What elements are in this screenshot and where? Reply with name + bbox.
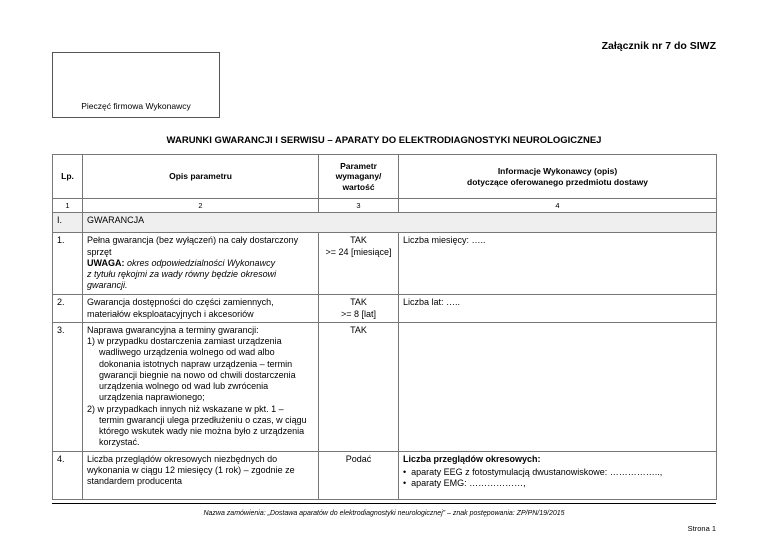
section-lp: I. xyxy=(53,213,83,233)
desc-line: materiałów eksploatacyjnych i akcesoriów xyxy=(87,308,254,319)
header-info xyxy=(399,155,717,199)
page-number: Strona 1 xyxy=(687,524,716,533)
desc-line: którego wskutek wady nie można było z urządzenia xyxy=(99,426,305,437)
section-label: GWARANCJA xyxy=(83,213,717,233)
row-info: Liczba lat: ….. xyxy=(399,295,717,323)
row-info xyxy=(399,322,717,451)
document-title: WARUNKI GWARANCJI I SERWISU – APARATY DO ELEKTRODIAGNOSTYKI NEUROLOGICZNEJ xyxy=(166,135,602,146)
table-row xyxy=(53,451,717,499)
column-number-row xyxy=(53,199,717,213)
table-row xyxy=(53,233,717,295)
desc-line: Liczba przeglądów okresowych niezbędnych do xyxy=(87,453,278,464)
header-desc: Opis parametru xyxy=(83,155,319,199)
row-param xyxy=(319,233,399,295)
note-label: UWAGA: xyxy=(87,257,125,268)
row-info xyxy=(399,451,717,499)
desc-line: korzystać. xyxy=(99,437,140,448)
desc-line: sprzęt xyxy=(87,246,112,257)
list-item: • aparaty EMG: ………………, xyxy=(403,478,712,489)
param-line: >= 24 [miesiące] xyxy=(325,246,392,257)
desc-line: Gwarancja dostępności do części zamiennych, xyxy=(87,297,274,308)
table-row xyxy=(53,295,717,323)
row-description xyxy=(83,295,319,323)
row-description xyxy=(83,322,319,451)
header-param-line: Parametr xyxy=(340,160,377,171)
bullet-list xyxy=(403,467,712,490)
desc-line: 1) w przypadku dostarczenia zamiast urządzenia xyxy=(87,336,282,347)
stamp-label: Pieczęć firmowa Wykonawcy xyxy=(81,101,191,112)
header-param xyxy=(319,155,399,199)
row-lp: 3. xyxy=(53,322,83,451)
company-stamp-box xyxy=(52,52,220,118)
desc-line: Pełna gwarancja (bez wyłączeń) na cały dostarczony xyxy=(87,235,299,246)
row-lp: 2. xyxy=(53,295,83,323)
note-line: gwarancji. xyxy=(87,280,128,291)
row-lp: 4. xyxy=(53,451,83,499)
desc-line: dokonania istotnych napraw urządzenia – termin xyxy=(99,358,293,369)
header-info-line: dotyczące oferowanego przedmiotu dostawy xyxy=(467,176,648,187)
col-number: 3 xyxy=(319,199,399,213)
col-number: 1 xyxy=(53,199,83,213)
row-lp: 1. xyxy=(53,233,83,295)
header-param-line: wymagany/ xyxy=(335,171,382,182)
table-row xyxy=(53,322,717,451)
desc-line: standardem producenta xyxy=(87,476,183,487)
header-info-line: Informacje Wykonawcy (opis) xyxy=(497,165,618,176)
param-line: TAK xyxy=(350,297,367,308)
row-info: Liczba miesięcy: ….. xyxy=(399,233,717,295)
desc-line: wykonania w ciągu 12 miesięcy (1 rok) – zgodnie ze xyxy=(87,464,295,475)
row-param: Podać xyxy=(319,451,399,499)
row-param xyxy=(319,295,399,323)
table-header-row xyxy=(53,155,717,199)
desc-line: urządzenia wolnego od wad lub zwrócenia xyxy=(99,381,269,392)
param-line: TAK xyxy=(350,235,367,246)
row-param: TAK xyxy=(319,322,399,451)
warranty-table xyxy=(52,154,717,500)
param-line: >= 8 [lat] xyxy=(340,308,377,319)
row-description xyxy=(83,233,319,295)
header-lp: Lp. xyxy=(53,155,83,199)
section-row xyxy=(53,213,717,233)
header-param-line: wartość xyxy=(342,181,375,192)
footer-divider xyxy=(52,503,716,504)
note-line xyxy=(87,258,314,269)
footer-text: Nazwa zamówienia: „Dostawa aparatów do elektrodiagnostyki neurologicznej” – znak postępowania: ZP/PN/19/2015 xyxy=(203,510,565,517)
col-number: 4 xyxy=(399,199,717,213)
attachment-label: Załącznik nr 7 do SIWZ xyxy=(601,40,716,52)
desc-line: gwarancji biegnie na nowo od chwili dostarczenia xyxy=(99,369,296,380)
row-description xyxy=(83,451,319,499)
desc-line: 2) w przypadkach innych niż wskazane w pkt. 1 – xyxy=(87,403,284,414)
note-text: okres odpowiedzialności Wykonawcy xyxy=(124,257,276,268)
desc-line: urządzenia naprawionego; xyxy=(99,392,205,403)
desc-line: wadliwego urządzenia wolnego od wad albo xyxy=(99,347,275,358)
note-line: z tytułu rękojmi za wady równy będzie okresowi xyxy=(87,269,277,280)
desc-line: termin gwarancji ulega przedłużeniu o czas, w ciągu xyxy=(99,414,307,425)
desc-line: Naprawa gwarancyjna a terminy gwarancji: xyxy=(87,324,259,335)
list-item: • aparaty EEG z fotostymulacją dwustanowiskowe: …………….., xyxy=(403,467,712,478)
info-title: Liczba przeglądów okresowych: xyxy=(403,453,541,464)
col-number: 2 xyxy=(83,199,319,213)
